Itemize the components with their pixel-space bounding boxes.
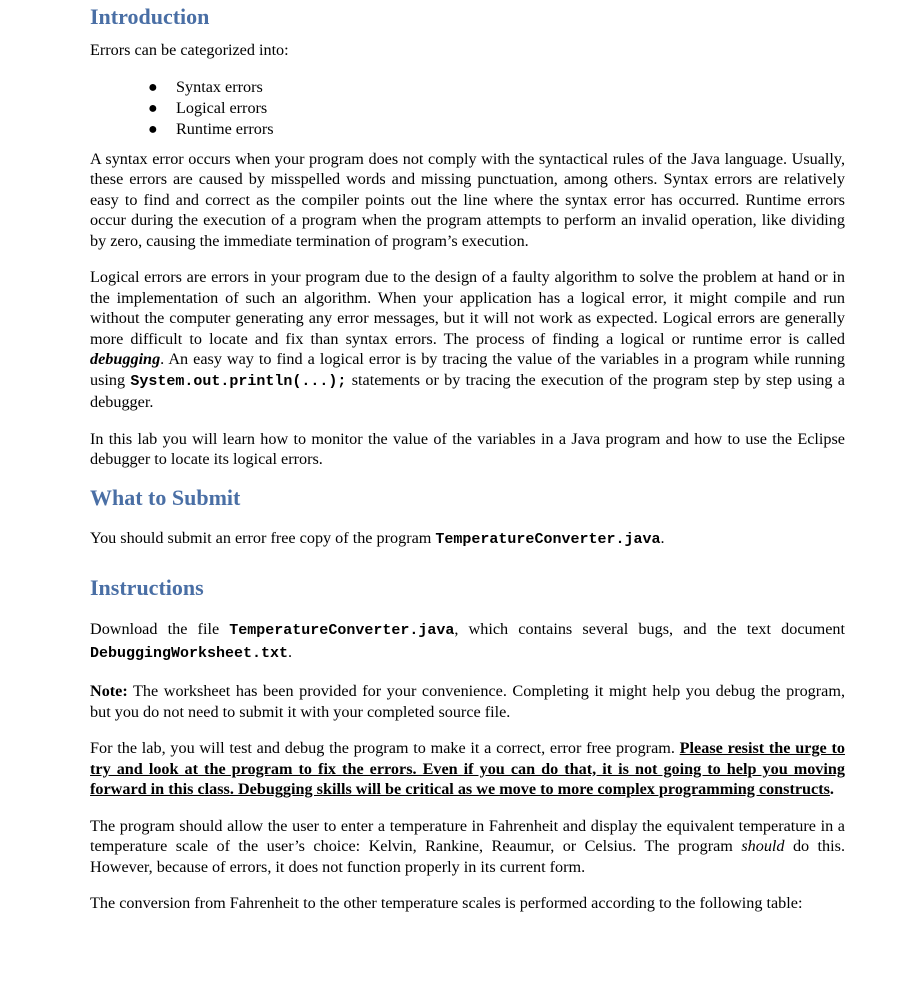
- resist-warning: Please resist the urge to try and look at the program to fix the errors. Even if you can do that, it is not going to help you moving forward in this class. Debugging skills will be critical as we move to more complex programming constructs: [90, 739, 845, 798]
- list-item: ● Runtime errors: [148, 119, 274, 138]
- note-label: Note:: [90, 682, 128, 700]
- println-code: System.out.println(...);: [130, 372, 347, 390]
- submit-paragraph: You should submit an error free copy of the program TemperatureConverter.java.: [90, 528, 665, 548]
- conversion-intro-paragraph: The conversion from Fahrenheit to the other temperature scales is performed according to the following table:: [90, 894, 803, 912]
- syntax-runtime-paragraph: A syntax error occurs when your program does not comply with the syntactical rules of the Java language. Usually, these errors are caused by misspelled words and missing punctuation, among others. Syntax errors are relatively easy to find and correct as the compiler points out the line where the syntax error has occurred. Runtime errors occur during the execution of a program when the program attempts to perform an invalid operation, like dividing by zero, causing the immediate termination of program’s execution.: [90, 149, 845, 250]
- bullet-icon: ●: [148, 78, 158, 96]
- debug-instruction-paragraph: For the lab, you will test and debug the program to make it a correct, error free program. Please resist the urge to try and look at the program to fix the errors. Even if you can do that, it is not going to help you moving forward in this class. Debugging skills will be critical as we move to more complex programming constructs.: [90, 739, 845, 798]
- intro-lead: Errors can be categorized into:: [90, 41, 289, 59]
- logical-errors-paragraph: Logical errors are errors in your program due to the design of a faulty algorithm to solve the problem at hand or in the implementation of such an algorithm. When your application has a logical error, it might compile and run without the computer generating any error messages, but it will not work as expected. Logical errors are generally more difficult to locate and fix than syntax errors. The process of finding a logical or runtime error is called debugging. An easy way to find a logical error is by tracing the value of the variables in a program while running using System.out.println(...); statements or by tracing the execution of the program step by step using a debugger.: [90, 268, 845, 411]
- note-paragraph: Note: The worksheet has been provided for your convenience. Completing it might help you debug the program, but you do not need to submit it with your completed source file.: [90, 682, 845, 721]
- lab-goal-paragraph: In this lab you will learn how to monitor the value of the variables in a Java program and how to use the Eclipse debugger to locate its logical errors.: [90, 429, 845, 468]
- submit-filename: TemperatureConverter.java: [435, 530, 661, 548]
- what-to-submit-heading: What to Submit: [90, 484, 241, 510]
- list-item: ● Logical errors: [148, 98, 268, 117]
- error-types-list: [90, 77, 845, 140]
- debugging-term: debugging: [90, 350, 161, 368]
- program-description-paragraph: The program should allow the user to enter a temperature in Fahrenheit and display the equivalent temperature in a temperature scale of the user’s choice: Kelvin, Rankine, Reaumur, or Celsius. The program should do this. However, because of errors, it does not function properly in its current form.: [90, 816, 845, 876]
- document-content: [90, 0, 845, 914]
- list-item: ● Syntax errors: [148, 77, 263, 96]
- introduction-heading: Introduction: [90, 4, 210, 29]
- download-paragraph: Download the file TemperatureConverter.java, which contains several bugs, and the text document DebuggingWorksheet.txt.: [90, 620, 845, 662]
- source-filename: TemperatureConverter.java: [229, 622, 455, 639]
- instructions-heading: Instructions: [90, 575, 204, 600]
- bullet-icon: ●: [148, 99, 158, 117]
- bullet-icon: ●: [148, 120, 158, 138]
- worksheet-filename: DebuggingWorksheet.txt: [90, 644, 289, 662]
